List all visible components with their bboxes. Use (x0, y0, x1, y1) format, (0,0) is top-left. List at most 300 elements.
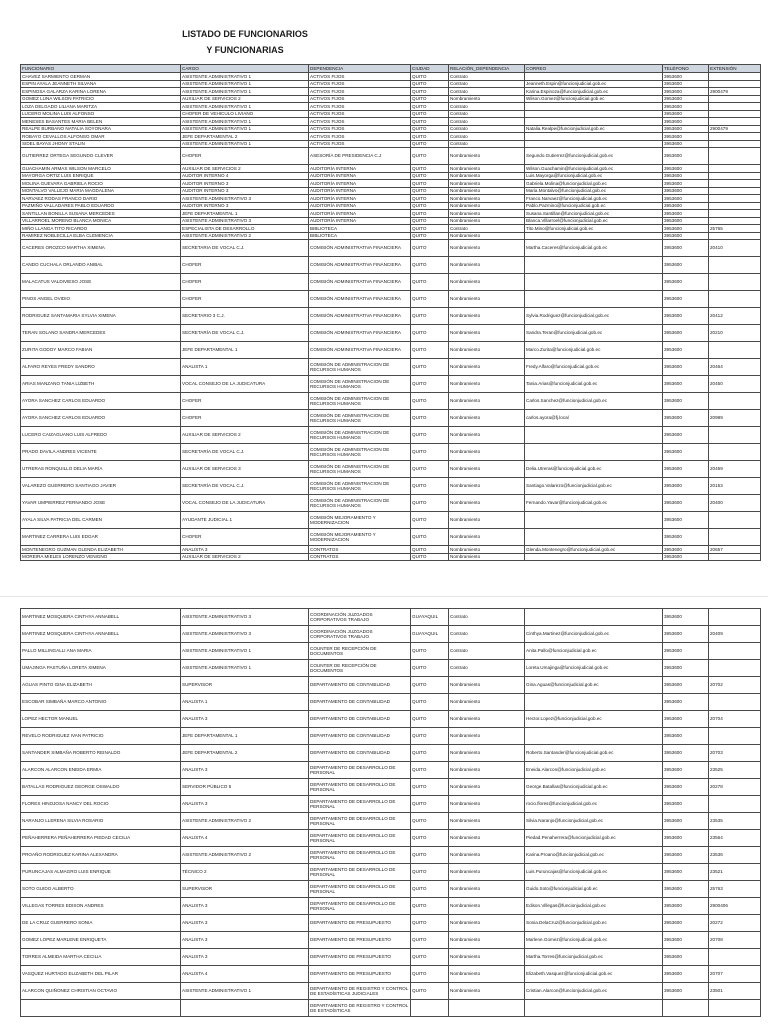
cell-extension: 20657 (709, 546, 761, 554)
cell-correo: Eneida.Alarcon@funcionjudicial.gob.ec (525, 762, 663, 779)
cell-cargo: ASISTENTE ADMINISTRATIVO 3 (181, 195, 309, 203)
cell-relacion: Nombramiento (449, 232, 525, 240)
cell-extension: 23535 (709, 813, 761, 830)
cell-telefono: 3953600 (663, 881, 709, 898)
table-row (21, 983, 761, 1000)
cell-telefono: 3953600 (663, 461, 709, 478)
cell-relacion: Nombramiento (449, 308, 525, 325)
cell-dependencia: AUDITORÍA INTERNA (309, 202, 411, 210)
cell-correo: Jeanneth.Espin@funcionjudicial.gob.ec (525, 80, 663, 88)
cell-cargo: ASISTENTE ADMINISTRATIVO 1 (181, 88, 309, 96)
cell-correo: Anita.Pallo@funcionjudicial.gob.ec (525, 643, 663, 660)
cell-extension (709, 217, 761, 225)
cell-extension (709, 165, 761, 173)
cell-cargo: SUPERVISOR (181, 881, 309, 898)
cell-extension: 20707 (709, 966, 761, 983)
cell-relacion: Nombramiento (449, 847, 525, 864)
cell-cargo: CHOFER DE VEHICULO LIVIANO (181, 110, 309, 118)
cell-correo: Marlene.Gomez@funcionjudicial.gob.ec (525, 932, 663, 949)
cell-correo: Cinthya.Martinez@funcionjudicial.gob.ec (525, 626, 663, 643)
cell-extension (709, 95, 761, 103)
table-row (21, 210, 761, 218)
cell-correo: Martha.Torres@funcionjudicial.gob.ec (525, 949, 663, 966)
cell-ciudad: QUITO (411, 210, 449, 218)
cell-correo (525, 103, 663, 111)
cell-telefono: 3953600 (663, 495, 709, 512)
cell-relacion: Contrato (449, 140, 525, 148)
cell-relacion: Nombramiento (449, 745, 525, 762)
cell-extension (709, 257, 761, 274)
cell-telefono: 3953600 (663, 609, 709, 626)
cell-relacion: Contrato (449, 133, 525, 141)
cell-dependencia: ACTIVOS FIJOS (309, 133, 411, 141)
cell-cargo: CHOFER (181, 257, 309, 274)
table-row (21, 165, 761, 173)
cell-ciudad: GUAYAQUIL (411, 626, 449, 643)
table-row (21, 745, 761, 762)
cell-funcionario: AYORA SANCHEZ CARLOS EDUARDO (21, 393, 181, 410)
cell-dependencia: COMISIÓN DE ADMINISTRACION DE RECURSOS HUMANOS (309, 410, 411, 427)
cell-dependencia: COMISIÓN ADMINISTRATIVA FINANCIERA (309, 342, 411, 359)
cell-funcionario: MONTENEGRO GUZMAN GLENDA ELIZABETH (21, 546, 181, 554)
table-row (21, 495, 761, 512)
cell-cargo: TÉCNICO 2 (181, 864, 309, 881)
cell-relacion: Nombramiento (449, 830, 525, 847)
cell-telefono: 3953600 (663, 393, 709, 410)
cell-dependencia: AUDITORÍA INTERNA (309, 217, 411, 225)
cell-ciudad: QUITO (411, 711, 449, 728)
cell-relacion: Nombramiento (449, 195, 525, 203)
cell-correo: Silvia.Naranjo@funcionjudicial.gob.ec (525, 813, 663, 830)
cell-relacion: Nombramiento (449, 813, 525, 830)
table-row (21, 80, 761, 88)
cell-relacion: Nombramiento (449, 694, 525, 711)
cell-extension (709, 195, 761, 203)
cell-funcionario: NARANJO LLERENA SILVIA ROSARIO (21, 813, 181, 830)
table-row (21, 881, 761, 898)
table-row (21, 133, 761, 141)
cell-relacion: Contrato (449, 88, 525, 96)
cell-funcionario: UTRERAS RONQUILLO DELIA MARÍA (21, 461, 181, 478)
cell-funcionario: LUCERO MOLINA LUIS ALFONSO (21, 110, 181, 118)
cell-cargo: JEFE DEPARTAMENTAL 1 (181, 728, 309, 745)
cell-telefono: 3953600 (663, 73, 709, 81)
table-row (21, 898, 761, 915)
cell-extension (709, 140, 761, 148)
cell-telefono: 3953600 (663, 711, 709, 728)
cell-funcionario: MOLINA GUEVARA GABRIELA ROCIO (21, 180, 181, 188)
cell-extension (709, 643, 761, 660)
cell-telefono: 3953600 (663, 376, 709, 393)
table-row (21, 932, 761, 949)
cell-extension: 25765 (709, 225, 761, 233)
cell-correo: Tito.Mino@funcionjudicial.gob.ec (525, 225, 663, 233)
table-row (21, 444, 761, 461)
cell-ciudad: QUITO (411, 813, 449, 830)
cell-correo (525, 110, 663, 118)
cell-extension: 20459 (709, 461, 761, 478)
cell-dependencia: DEPARTAMENTO DE CONTABILIDAD (309, 728, 411, 745)
cell-dependencia: ASESORÍA DE PRESIDENCIA C.J (309, 148, 411, 165)
cell-funcionario: VILLARROEL MORENO BLANCA MONICA (21, 217, 181, 225)
cell-extension: 20708 (709, 932, 761, 949)
cell-extension (709, 232, 761, 240)
cell-cargo: AUDITOR INTERNO 3 (181, 187, 309, 195)
cell-cargo: ANALISTA 3 (181, 915, 309, 932)
cell-extension: 20210 (709, 325, 761, 342)
cell-extension (709, 427, 761, 444)
cell-telefono: 3953600 (663, 125, 709, 133)
table-row (21, 140, 761, 148)
cell-relacion: Nombramiento (449, 553, 525, 561)
cell-dependencia: ACTIVOS FIJOS (309, 125, 411, 133)
cell-relacion: Nombramiento (449, 210, 525, 218)
cell-telefono: 3953600 (663, 728, 709, 745)
cell-cargo: ASISTENTE ADMINISTRATIVO 3 (181, 626, 309, 643)
cell-cargo: AUXILIAR DE SERVICIOS 2 (181, 553, 309, 561)
table-row (21, 410, 761, 427)
cell-telefono: 3953600 (663, 779, 709, 796)
cell-relacion: Nombramiento (449, 983, 525, 1000)
header-cell-telefono: TELÉFONO (663, 65, 709, 73)
cell-extension: 20450 (709, 376, 761, 393)
table-row (21, 1000, 761, 1017)
cell-correo (525, 427, 663, 444)
cell-cargo: CHOFER (181, 529, 309, 546)
header-cell-relacion: RELACIÓN_DEPENDENCIA (449, 65, 525, 73)
cell-telefono: 3953600 (663, 172, 709, 180)
table-row (21, 728, 761, 745)
cell-funcionario: PROAÑO RODRIGUEZ KARINA ALEXANDRA (21, 847, 181, 864)
cell-extension: 20999 (709, 410, 761, 427)
cell-dependencia: DEPARTAMENTO DE CONTABILIDAD (309, 745, 411, 762)
cell-extension: 20464 (709, 359, 761, 376)
cell-cargo: JEFE DEPARTAMENTAL 2 (181, 745, 309, 762)
cell-ciudad: QUITO (411, 410, 449, 427)
cell-correo: Karina.Espinoza@funcionjudicial.gob.ec (525, 88, 663, 96)
table-row (21, 308, 761, 325)
cell-telefono: 3953600 (663, 410, 709, 427)
cell-correo: Gina.Aguas@funcionjudicial.gob.ec (525, 677, 663, 694)
cell-correo (525, 529, 663, 546)
cell-ciudad: QUITO (411, 308, 449, 325)
header-cell-funcionario: FUNCIONARIO (21, 65, 181, 73)
cell-extension (709, 728, 761, 745)
table-row (21, 342, 761, 359)
cell-cargo: ANALISTA 1 (181, 694, 309, 711)
cell-funcionario: GOMEZ LOPEZ MARLENE ENRIQUETA (21, 932, 181, 949)
cell-funcionario: TORRES ALMEIDA MARTHA CECILIA (21, 949, 181, 966)
cell-cargo: ASISTENTE ADMINISTRATIVO 1 (181, 140, 309, 148)
cell-cargo: ASISTENTE ADMINISTRATIVO 1 (181, 118, 309, 126)
cell-ciudad: QUITO (411, 796, 449, 813)
cell-extension (709, 133, 761, 141)
cell-funcionario: PALLO MILLINGALLI ANA MARIA (21, 643, 181, 660)
cell-dependencia: AUDITORÍA INTERNA (309, 172, 411, 180)
cell-telefono: 3953600 (663, 95, 709, 103)
cell-dependencia: COORDINACIÓN JUZGADOS CORPORATIVOS TRABAJO (309, 626, 411, 643)
table-row (21, 546, 761, 554)
cell-cargo: SECRETARÍA DE VOCAL C.J. (181, 478, 309, 495)
cell-funcionario: MARTINEZ MOSQUERA CINTHYA ANNABELL (21, 609, 181, 626)
cell-ciudad: QUITO (411, 376, 449, 393)
cell-relacion: Nombramiento (449, 393, 525, 410)
header-cell-extension: EXTENSIÓN (709, 65, 761, 73)
cell-correo: Sylvia.Rodriguez@funcionjudicial.gob.ec (525, 308, 663, 325)
cell-funcionario: ROBAYO CEVALLOS ALFONSO OMAR (21, 133, 181, 141)
cell-telefono: 3953600 (663, 444, 709, 461)
table-row (21, 217, 761, 225)
cell-extension (709, 949, 761, 966)
cell-correo: Wilson.Guachamin@funcionjudicial.gob.ec (525, 165, 663, 173)
cell-extension (709, 694, 761, 711)
cell-dependencia: DEPARTAMENTO DE PRESUPUESTO (309, 932, 411, 949)
table-row (21, 187, 761, 195)
table-row (21, 779, 761, 796)
cell-correo (525, 257, 663, 274)
cell-relacion: Nombramiento (449, 342, 525, 359)
cell-telefono: 3953600 (663, 427, 709, 444)
cell-ciudad: QUITO (411, 745, 449, 762)
cell-correo: Karina.Proano@funcionjudicial.gob.ec (525, 847, 663, 864)
cell-funcionario: CHAVEZ SARMIENTO GERMAN (21, 73, 181, 81)
cell-correo: Hector.Lopez@funcionjudicial.gob.ec (525, 711, 663, 728)
cell-telefono: 3953600 (663, 165, 709, 173)
cell-cargo: SECRETARIA DE VOCAL C.J. (181, 240, 309, 257)
table-row (21, 125, 761, 133)
header-cell-cargo: CARGO (181, 65, 309, 73)
cell-ciudad: QUITO (411, 187, 449, 195)
cell-ciudad: QUITO (411, 195, 449, 203)
cell-correo: Segundo.Gutierrez@funcionjudicial.gob.ec (525, 148, 663, 165)
cell-relacion: Nombramiento (449, 529, 525, 546)
cell-relacion: Contrato (449, 80, 525, 88)
cell-dependencia: DEPARTAMENTO DE DESARROLLO DE PERSONAL (309, 796, 411, 813)
cell-telefono: 3953600 (663, 110, 709, 118)
cell-telefono: 3953600 (663, 325, 709, 342)
cell-cargo: SECRETARÍA DE VOCAL C.J. (181, 444, 309, 461)
cell-dependencia: COMISIÓN DE ADMINISTRACION DE RECURSOS HUMANOS (309, 427, 411, 444)
table-row (21, 796, 761, 813)
cell-funcionario: AYORA SANCHEZ CARLOS EDUARDO (21, 410, 181, 427)
cell-funcionario: CACERES OROZCO MARTHA XIMENA (21, 240, 181, 257)
cell-funcionario: DE LA CRUZ GUERRERO SONIA (21, 915, 181, 932)
cell-cargo: AYUDANTE JUDICIAL 1 (181, 512, 309, 529)
table-row (21, 830, 761, 847)
cell-correo: Cristian.Alarcon@funcionjudicial.gob.ec (525, 983, 663, 1000)
cell-cargo: SECRETARIO 3 C.J. (181, 308, 309, 325)
cell-cargo: AUDITOR INTERNO 3 (181, 202, 309, 210)
cell-correo: Carlos.Sanchez@funcionjudicial.gob.ec (525, 393, 663, 410)
cell-cargo: ASISTENTE ADMINISTRATIVO 2 (181, 813, 309, 830)
cell-relacion: Nombramiento (449, 478, 525, 495)
cell-telefono: 3953600 (663, 553, 709, 561)
cell-extension: 20702 (709, 677, 761, 694)
cell-relacion: Nombramiento (449, 359, 525, 376)
cell-dependencia: COMISIÓN DE ADMINISTRACION DE RECURSOS HUMANOS (309, 495, 411, 512)
cell-extension (709, 274, 761, 291)
cell-correo (525, 609, 663, 626)
cell-correo: Natalia.Realpe@funcionjudicial.gob.ec (525, 125, 663, 133)
cell-relacion: Nombramiento (449, 949, 525, 966)
cell-dependencia: AUDITORÍA INTERNA (309, 165, 411, 173)
cell-cargo: ASISTENTE ADMINISTRATIVO 1 (181, 125, 309, 133)
cell-ciudad: QUITO (411, 393, 449, 410)
cell-funcionario: LUCERO CAIZAGUANO LUIS ALFREDO (21, 427, 181, 444)
cell-funcionario: SOTO GUIDO ALBERTO (21, 881, 181, 898)
table-row (21, 427, 761, 444)
cell-correo: Luis.Puruncajas@funcionjudicial.gob.ec (525, 864, 663, 881)
employee-table-page2 (20, 608, 761, 1017)
cell-extension (709, 660, 761, 677)
table-row (21, 966, 761, 983)
cell-correo: Santiago.Valarezo@funcionjudicial.gob.ec (525, 478, 663, 495)
cell-funcionario: FLORES HINOJOSA NANCY DEL ROCIO (21, 796, 181, 813)
cell-correo (525, 291, 663, 308)
table-row (21, 359, 761, 376)
cell-dependencia: DEPARTAMENTO DE PRESUPUESTO (309, 949, 411, 966)
cell-ciudad: QUITO (411, 125, 449, 133)
cell-funcionario: CANDO CUCHALA ORLANDO ANIBAL (21, 257, 181, 274)
cell-telefono: 3953600 (663, 512, 709, 529)
cell-ciudad: QUITO (411, 660, 449, 677)
cell-funcionario: ESPIN AYALA JEANNETH SILVANA (21, 80, 181, 88)
cell-dependencia: ACTIVOS FIJOS (309, 73, 411, 81)
cell-correo: rocio.flores@funcionjudicial.gob.ec (525, 796, 663, 813)
cell-relacion: Nombramiento (449, 240, 525, 257)
cell-extension: 2900479 (709, 88, 761, 96)
cell-ciudad: QUITO (411, 864, 449, 881)
table-row (21, 172, 761, 180)
cell-correo (525, 140, 663, 148)
cell-correo (525, 1000, 663, 1017)
cell-funcionario: VASQUEZ HURTADO ELIZABETH DEL PILAR (21, 966, 181, 983)
cell-extension (709, 73, 761, 81)
cell-dependencia: COMISIÓN ADMINISTRATIVA FINANCIERA (309, 240, 411, 257)
table-row (21, 609, 761, 626)
cell-cargo: CHOFER (181, 148, 309, 165)
cell-ciudad: QUITO (411, 133, 449, 141)
cell-cargo: ASISTENTE ADMINISTRATIVO 1 (181, 983, 309, 1000)
cell-relacion: Nombramiento (449, 202, 525, 210)
cell-ciudad: QUITO (411, 694, 449, 711)
cell-dependencia: ACTIVOS FIJOS (309, 95, 411, 103)
table-row (21, 325, 761, 342)
cell-ciudad: QUITO (411, 932, 449, 949)
cell-extension (709, 529, 761, 546)
cell-telefono: 3953600 (663, 830, 709, 847)
cell-telefono: 3953600 (663, 187, 709, 195)
cell-cargo: SERVIDOR PÚBLICO 5 (181, 779, 309, 796)
cell-cargo: CHOFER (181, 274, 309, 291)
cell-dependencia: COMISIÓN ADMINISTRATIVA FINANCIERA (309, 257, 411, 274)
cell-relacion: Nombramiento (449, 187, 525, 195)
cell-dependencia: COMISIÓN DE ADMINISTRACION DE RECURSOS HUMANOS (309, 478, 411, 495)
cell-funcionario: LOZA DELGADO LILIANA MARITZA (21, 103, 181, 111)
cell-funcionario: MIÑO LLANGA TITO RICARDO (21, 225, 181, 233)
cell-cargo: ASISTENTE ADMINISTRATIVO 1 (181, 73, 309, 81)
cell-relacion: Nombramiento (449, 864, 525, 881)
table-row (21, 103, 761, 111)
cell-correo: Susana.Santillan@funcionjudicial.gob.ec (525, 210, 663, 218)
cell-cargo: JEFE DEPARTAMENTAL 2 (181, 133, 309, 141)
cell-extension: 20704 (709, 711, 761, 728)
cell-telefono: 3953600 (663, 210, 709, 218)
cell-ciudad: QUITO (411, 118, 449, 126)
cell-telefono: 3953600 (663, 240, 709, 257)
cell-telefono: 3953600 (663, 762, 709, 779)
cell-ciudad: QUITO (411, 728, 449, 745)
cell-dependencia: COMISIÓN ADMINISTRATIVA FINANCIERA (309, 308, 411, 325)
cell-funcionario: ALFARO REYES FREDY SANDRO (21, 359, 181, 376)
cell-dependencia: ACTIVOS FIJOS (309, 110, 411, 118)
cell-funcionario: YAVAR UMPIERREZ FERNANDO JOSE (21, 495, 181, 512)
cell-ciudad: QUITO (411, 881, 449, 898)
cell-funcionario: ZURITA GODOY MARCO FABIAN (21, 342, 181, 359)
cell-correo (525, 118, 663, 126)
cell-ciudad: QUITO (411, 217, 449, 225)
cell-relacion: Nombramiento (449, 546, 525, 554)
cell-extension (709, 172, 761, 180)
table-row (21, 202, 761, 210)
cell-relacion: Contrato (449, 643, 525, 660)
table-row (21, 529, 761, 546)
cell-telefono: 3953600 (663, 342, 709, 359)
cell-ciudad: QUITO (411, 359, 449, 376)
cell-relacion: Nombramiento (449, 762, 525, 779)
cell-ciudad (411, 1000, 449, 1017)
cell-funcionario: PRADO DAVILA ANDRES VICENTE (21, 444, 181, 461)
cell-funcionario: MAYORGA ORTIZ LUIS ENRIQUE (21, 172, 181, 180)
cell-telefono: 3953600 (663, 308, 709, 325)
cell-relacion: Nombramiento (449, 325, 525, 342)
cell-dependencia: DEPARTAMENTO DE REGISTRO Y CONTROL DE ESTADÍSTICAS (309, 1000, 411, 1017)
cell-funcionario: UMAJINGA PASTUÑA LORETA XIMENA (21, 660, 181, 677)
cell-dependencia: DEPARTAMENTO DE DESARROLLO DE PERSONAL (309, 898, 411, 915)
cell-relacion: Contrato (449, 660, 525, 677)
cell-ciudad: QUITO (411, 257, 449, 274)
cell-telefono: 3953600 (663, 864, 709, 881)
cell-ciudad: QUITO (411, 677, 449, 694)
cell-correo: Roberto.Santander@funcionjudicial.gob.ec (525, 745, 663, 762)
cell-ciudad: QUITO (411, 529, 449, 546)
cell-extension (709, 180, 761, 188)
cell-funcionario: SANTANDER SIMBAÑA ROBERTO REINALDO (21, 745, 181, 762)
table-row (21, 677, 761, 694)
cell-ciudad: QUITO (411, 232, 449, 240)
cell-cargo: VOCAL CONSEJO DE LA JUDICATURA (181, 376, 309, 393)
cell-relacion: Contrato (449, 225, 525, 233)
cell-telefono: 3953600 (663, 915, 709, 932)
cell-dependencia: DEPARTAMENTO DE DESARROLLO DE PERSONAL (309, 830, 411, 847)
cell-ciudad: QUITO (411, 325, 449, 342)
cell-telefono: 3953600 (663, 103, 709, 111)
table-row (21, 118, 761, 126)
cell-cargo: ANALISTA 3 (181, 546, 309, 554)
cell-dependencia: ACTIVOS FIJOS (309, 88, 411, 96)
cell-telefono: 3953600 (663, 140, 709, 148)
cell-extension: 20272 (709, 915, 761, 932)
cell-correo: Pablo.Pazmino@funcionjudicial.gob.ec (525, 202, 663, 210)
cell-extension (709, 202, 761, 210)
cell-extension: 20409 (709, 626, 761, 643)
cell-telefono: 3953600 (663, 180, 709, 188)
table-row (21, 225, 761, 233)
cell-relacion: Nombramiento (449, 95, 525, 103)
cell-telefono: 3953600 (663, 274, 709, 291)
table-row (21, 553, 761, 561)
cell-extension: 2900406 (709, 898, 761, 915)
